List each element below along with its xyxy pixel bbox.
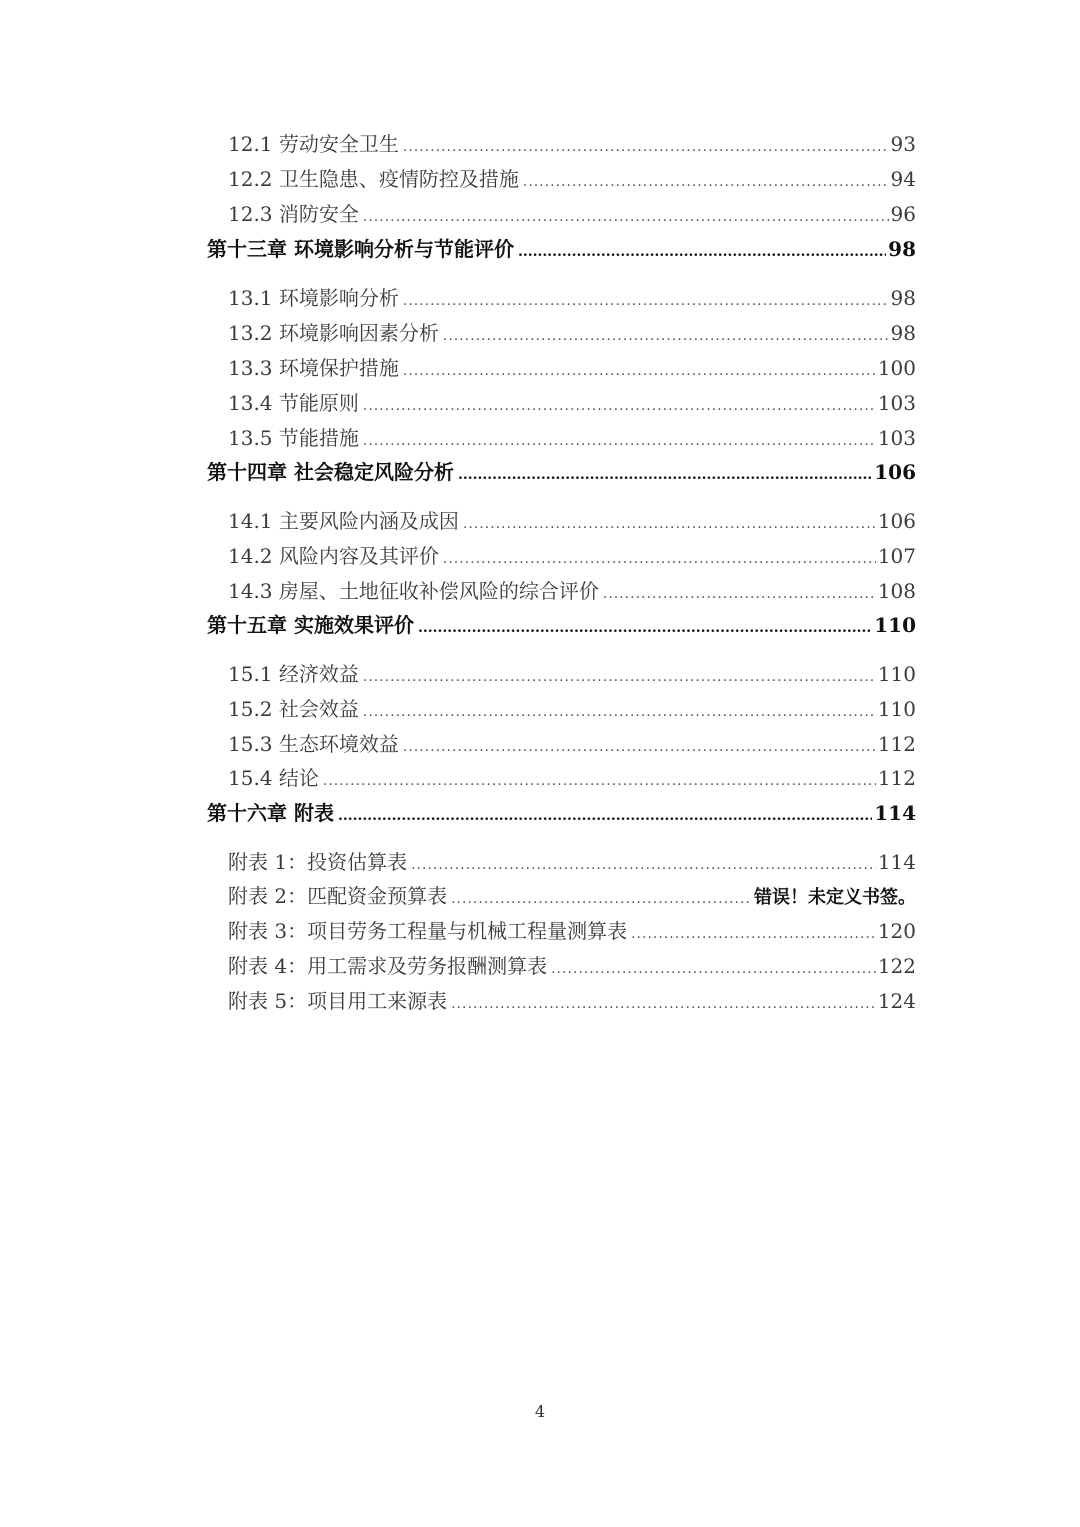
- toc-entry[interactable]: [228, 986, 916, 1016]
- toc-dot-leader: [363, 426, 876, 456]
- toc-chapter-page: 98: [888, 237, 916, 261]
- toc-chapter-title: 第十五章 实施效果评价: [207, 613, 414, 637]
- toc-entry[interactable]: [228, 576, 916, 606]
- toc-dot-leader: [411, 850, 876, 880]
- toc-dot-leader: [603, 579, 876, 609]
- toc-entry[interactable]: [228, 506, 916, 536]
- toc-entry-page: 112: [877, 732, 916, 756]
- toc-bookmark-error: 错误！未定义书签。: [754, 887, 916, 908]
- toc-entry-page: 106: [877, 509, 916, 533]
- toc-entry-title: 13.2 环境影响因素分析: [228, 321, 439, 345]
- toc-dot-leader: [403, 132, 889, 162]
- toc-entry-title: 13.1 环境影响分析: [228, 286, 399, 310]
- toc-entry-title: 13.3 环境保护措施: [228, 356, 399, 380]
- toc-entry-title: 附表 3：项目劳务工程量与机械工程量测算表: [228, 919, 628, 943]
- toc-entry-title: 13.4 节能原则: [228, 391, 359, 415]
- toc-entry-title: 12.1 劳动安全卫生: [228, 132, 399, 156]
- toc-entry-page: 114: [877, 850, 916, 874]
- toc-chapter-entry[interactable]: [207, 234, 916, 264]
- toc-dot-leader: [451, 884, 752, 914]
- toc-entry[interactable]: [228, 729, 916, 759]
- toc-dot-leader: [418, 613, 872, 643]
- toc-chapter-entry[interactable]: [207, 798, 916, 828]
- toc-entry-page: 124: [877, 989, 916, 1013]
- toc-dot-leader: [458, 460, 872, 490]
- toc-chapter-title: 第十四章 社会稳定风险分析: [207, 460, 454, 484]
- toc-entry-title: 15.3 生态环境效益: [228, 732, 399, 756]
- toc-entry[interactable]: [228, 881, 916, 911]
- toc-dot-leader: [403, 732, 876, 762]
- toc-chapter-entry[interactable]: [207, 457, 916, 487]
- toc-entry-page: 93: [890, 132, 916, 156]
- toc-dot-leader: [631, 919, 876, 949]
- toc-entry[interactable]: [228, 694, 916, 724]
- toc-dot-leader: [323, 766, 876, 796]
- toc-entry[interactable]: [228, 199, 916, 229]
- toc-entry[interactable]: [228, 951, 916, 981]
- toc-entry-page: 122: [877, 954, 916, 978]
- toc-dot-leader: [363, 202, 889, 232]
- toc-dot-leader: [403, 286, 889, 316]
- toc-entry-title: 附表 2：匹配资金预算表: [228, 884, 448, 908]
- toc-entry[interactable]: [228, 541, 916, 571]
- toc-entry-title: 15.1 经济效益: [228, 662, 359, 686]
- toc-entry-page: 110: [877, 662, 916, 686]
- toc-dot-leader: [363, 662, 876, 692]
- toc-entry-page: 108: [877, 579, 916, 603]
- page-number: 4: [534, 1402, 546, 1421]
- toc-entry[interactable]: [228, 847, 916, 877]
- toc-dot-leader: [443, 544, 876, 574]
- toc-dot-leader: [363, 697, 876, 727]
- toc-entry[interactable]: [228, 659, 916, 689]
- toc-entry-title: 15.2 社会效益: [228, 697, 359, 721]
- toc-entry[interactable]: [228, 318, 916, 348]
- toc-chapter-page: 114: [874, 801, 916, 825]
- toc-chapter-page: 106: [874, 460, 916, 484]
- toc-dot-leader: [363, 391, 876, 421]
- toc-entry-title: 13.5 节能措施: [228, 426, 359, 450]
- toc-dot-leader: [338, 801, 872, 831]
- toc-entry-title: 14.1 主要风险内涵及成因: [228, 509, 459, 533]
- toc-dot-leader: [523, 167, 889, 197]
- toc-entry-page: 100: [877, 356, 916, 380]
- toc-entry[interactable]: [228, 388, 916, 418]
- toc-entry-page: 103: [877, 426, 916, 450]
- toc-entry-page: 107: [877, 544, 916, 568]
- toc-dot-leader: [518, 237, 886, 267]
- toc-entry[interactable]: [228, 763, 916, 793]
- toc-entry-title: 14.3 房屋、土地征收补偿风险的综合评价: [228, 579, 599, 603]
- toc-chapter-title: 第十六章 附表: [207, 801, 334, 825]
- toc-entry-page: 103: [877, 391, 916, 415]
- toc-chapter-title: 第十三章 环境影响分析与节能评价: [207, 237, 514, 261]
- toc-entry-page: 112: [877, 766, 916, 790]
- toc-entry-page: 110: [877, 697, 916, 721]
- toc-entry-page: 98: [890, 286, 916, 310]
- toc-entry-title: 附表 5：项目用工来源表: [228, 989, 448, 1013]
- toc-dot-leader: [551, 954, 876, 984]
- toc-chapter-page: 110: [874, 613, 916, 637]
- toc-chapter-entry[interactable]: [207, 610, 916, 640]
- toc-dot-leader: [451, 989, 876, 1019]
- toc-entry-page: 94: [890, 167, 916, 191]
- toc-dot-leader: [443, 321, 889, 351]
- toc-entry-title: 14.2 风险内容及其评价: [228, 544, 439, 568]
- toc-entry[interactable]: [228, 164, 916, 194]
- toc-entry[interactable]: [228, 283, 916, 313]
- toc-dot-leader: [463, 509, 876, 539]
- toc-entry[interactable]: [228, 916, 916, 946]
- toc-entry-title: 附表 4：用工需求及劳务报酬测算表: [228, 954, 548, 978]
- toc-entry[interactable]: [228, 129, 916, 159]
- toc-entry[interactable]: [228, 423, 916, 453]
- toc-entry-title: 附表 1：投资估算表: [228, 850, 408, 874]
- toc-entry-title: 12.3 消防安全: [228, 202, 359, 226]
- toc-entry[interactable]: [228, 353, 916, 383]
- toc-entry-page: 120: [877, 919, 916, 943]
- toc-entry-page: 98: [890, 321, 916, 345]
- toc-entry-page: 96: [890, 202, 916, 226]
- toc-entry-title: 15.4 结论: [228, 766, 319, 790]
- toc-dot-leader: [403, 356, 876, 386]
- toc-entry-title: 12.2 卫生隐患、疫情防控及措施: [228, 167, 519, 191]
